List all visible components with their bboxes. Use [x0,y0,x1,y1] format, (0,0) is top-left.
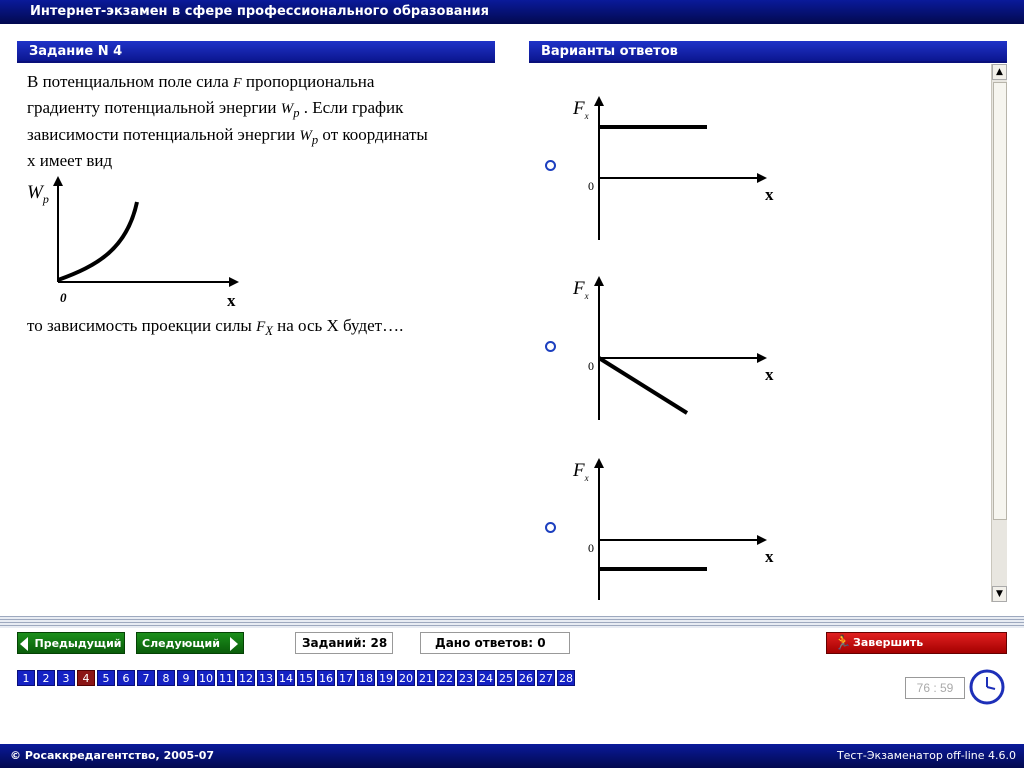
wp-subscript: p [311,133,319,147]
wp-letter: W [280,101,294,117]
graph-xlabel: x [227,291,236,310]
task-text: то зависимость проекции силы [27,316,252,335]
answers-scrollbar[interactable] [991,64,1007,602]
graph-ylabel: $F_x$ [573,278,589,301]
page-button-26[interactable]: 26 [519,672,533,685]
force-vector-symbol [233,76,242,91]
page-button-16[interactable]: 16 [319,672,333,685]
graph-xlabel: x [765,185,774,204]
graph-origin-label: 0 [588,541,594,555]
graph-xlabel: x [765,547,774,566]
fx-symbol [256,319,273,338]
task-text: В потенциальном поле сила [27,72,229,91]
task-line-1 [27,72,374,92]
tasks-count: Заданий: 28 [295,632,393,654]
copyright-text: © Росаккредагентство, 2005-07 [10,749,215,762]
task-text: на ось X будет…. [277,316,404,335]
prev-button[interactable] [17,632,125,654]
answer-radio-1[interactable] [545,160,556,171]
task-text: градиенту потенциальной энергии [27,98,277,117]
page-button-5[interactable]: 5 [97,670,115,686]
page-button-4[interactable]: 4 [77,670,95,686]
task-header: Задание N 4 [17,41,495,63]
page-button-3[interactable]: 3 [57,670,75,686]
graph-origin-label: 0 [588,359,594,373]
page-button-11[interactable]: 11 [219,672,233,685]
scroll-up-button[interactable]: ▲ [992,64,1007,80]
y-axis-arrow [594,276,604,286]
task-text: . Если график [303,98,404,117]
graph-xlabel: x [765,365,774,384]
answers-panel [529,64,991,600]
window-title-bar [0,0,1024,24]
answers-given-count: Дано ответов: 0 [420,632,570,654]
page-button-10[interactable]: 10 [199,672,213,685]
page-button-20[interactable]: 20 [399,672,413,685]
arrow-left-icon [20,637,28,651]
task-line-3 [27,125,428,148]
task-text: от координаты [322,125,428,144]
task-line-5 [27,316,403,339]
timer-display: 76 : 59 [905,677,965,699]
task-panel [17,64,495,600]
page-button-24[interactable]: 24 [479,672,493,685]
answer-radio-2[interactable] [545,341,556,352]
finish-test-button[interactable] [826,632,1007,669]
page-button-19[interactable]: 19 [379,672,393,685]
window-title: Интернет-экзамен в сфере профессионального образования [30,4,489,19]
task-text: пропорциональна [245,72,375,91]
y-axis-arrow [53,176,63,186]
answer-graph-1 [569,92,809,242]
prev-button-label: Предыдущий [34,637,122,650]
page-button-18[interactable]: 18 [359,672,373,685]
y-axis-arrow [594,458,604,468]
wp-letter: W [299,128,312,144]
potential-energy-graph [17,174,257,314]
page-button-1[interactable]: 1 [17,670,35,686]
task-text: зависимости потенциальной энергии [27,125,296,144]
separator-stripes [0,616,1024,628]
page-button-8[interactable]: 8 [157,670,175,686]
answer-graph-2 [569,272,809,422]
next-button[interactable] [136,632,244,654]
page-button-21[interactable]: 21 [419,672,433,685]
answer-radio-3[interactable] [545,522,556,533]
running-man-icon: 🏃 [834,635,852,651]
page-button-23[interactable]: 23 [459,672,473,685]
page-button-27[interactable]: 27 [539,672,553,685]
page-button-12[interactable]: 12 [239,672,253,685]
next-button-label: Следующий [142,637,220,650]
footer-bar [0,744,1024,768]
arrow-right-icon [230,637,238,651]
app-version: Тест-Экзаменатор off-line 4.6.0 [836,749,1016,762]
x-axis-arrow [757,535,767,545]
finish-button-label: Завершить тестирование [853,636,941,669]
x-axis-arrow [229,277,239,287]
wp-subscript: p [293,106,300,120]
task-pagination [17,670,577,686]
scroll-down-button[interactable]: ▼ [992,586,1007,602]
page-button-15[interactable]: 15 [299,672,313,685]
graph-origin-label: 0 [588,179,594,193]
wp-curve [58,202,137,280]
page-button-28[interactable]: 28 [559,672,573,685]
wp-symbol [299,128,319,147]
scroll-thumb[interactable] [993,82,1007,520]
y-axis-arrow [594,96,604,106]
answer-graph-3 [569,454,809,600]
x-axis-arrow [757,173,767,183]
force-symbol: F [233,76,242,91]
force-line [599,358,687,413]
page-button-7[interactable]: 7 [137,670,155,686]
page-button-9[interactable]: 9 [177,670,195,686]
page-button-6[interactable]: 6 [117,670,135,686]
task-line-4: x имеет вид [27,151,113,170]
graph-origin-label: 0 [60,290,67,305]
page-button-13[interactable]: 13 [259,672,273,685]
page-button-17[interactable]: 17 [339,672,353,685]
fx-letter: F [256,319,266,335]
wp-symbol [280,101,300,120]
page-button-22[interactable]: 22 [439,672,453,685]
graph-ylabel: $W_p$ [27,182,49,206]
graph-ylabel: $F_x$ [573,98,589,121]
page-button-14[interactable]: 14 [279,672,293,685]
task-line-2 [27,98,403,121]
answers-header: Варианты ответов [529,41,1007,63]
clock-icon [969,669,1005,705]
page-button-2[interactable]: 2 [37,670,55,686]
graph-ylabel: $F_x$ [573,460,589,483]
page-button-25[interactable]: 25 [499,672,513,685]
x-axis-arrow [757,353,767,363]
fx-subscript: X [265,324,273,338]
